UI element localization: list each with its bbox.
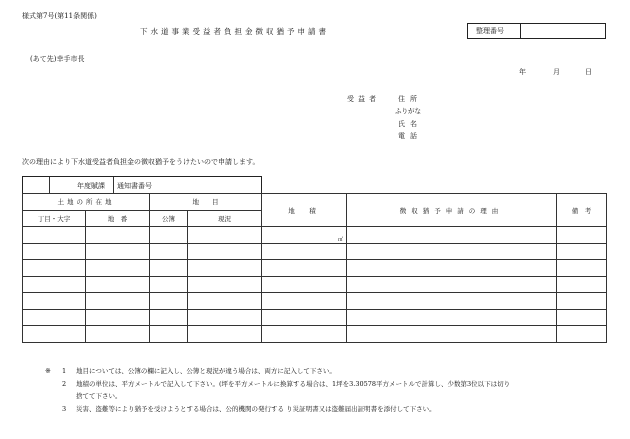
header-official: 公簿 (150, 210, 188, 227)
notes-mark: ※ (45, 367, 51, 375)
cell-lot[interactable] (86, 227, 150, 244)
ref-number-label: 整理番号 (476, 27, 504, 35)
table-row (23, 293, 607, 310)
applicant-phone-label: 電話 (398, 132, 422, 140)
land-table (22, 193, 607, 343)
cell-chome[interactable] (23, 227, 86, 244)
notice-row (22, 176, 262, 194)
date-day: 日 (585, 68, 592, 76)
note-1-text: 地目については、公簿の欄に記入し、公簿と現況が違う場合は、両方に記入して下さい。 (76, 367, 336, 375)
header-location: 土地の所在地 (23, 194, 150, 211)
note-2-number: 2 (62, 380, 67, 388)
date-year: 年 (519, 68, 526, 76)
addressee: (あて先)幸手市長 (30, 55, 85, 63)
form-number: 様式第7号(第11条関係) (22, 12, 97, 20)
date-month: 月 (553, 68, 560, 76)
applicant-address-label: 住所 (398, 95, 422, 103)
header-chome: 丁目・大字 (23, 210, 86, 227)
cell-area[interactable] (262, 227, 347, 244)
table-row (23, 243, 607, 260)
fiscal-year-label: 年度賦課 (77, 182, 105, 190)
table-row (23, 326, 607, 343)
cell-reason[interactable] (347, 227, 557, 244)
cell-official[interactable] (150, 227, 188, 244)
note-3-number: 3 (62, 405, 67, 413)
header-area: 地 積 (262, 194, 347, 227)
table-row (23, 309, 607, 326)
table-row (23, 260, 607, 277)
table-row (23, 276, 607, 293)
header-reason: 徴収猶予申請の理由 (347, 194, 557, 227)
notice-number-label: 通知書番号 (117, 182, 152, 190)
note-3-text: 災害、盗難等により猶予を受けようとする場合は、公的機関の発行する り災証明書又は盗難届出証明書を添付して下さい。 (76, 405, 436, 413)
applicant-name-label: 氏名 (398, 120, 422, 128)
header-remarks: 備 考 (557, 194, 607, 227)
note-2-text-cont: 捨てて下さい。 (76, 392, 122, 400)
header-lot: 地 番 (86, 210, 150, 227)
applicant-role: 受益者 (347, 95, 380, 103)
note-2-text: 地積の単位は、平方メートルで記入して下さい。(坪を平方メートルに換算する場合は、1坪を3.30578平方メートルで計算し、少数第3位以下は切り (76, 380, 511, 388)
area-unit: ㎡ (337, 236, 343, 243)
note-1-number: 1 (62, 367, 67, 375)
ref-number-label-cell (467, 23, 521, 39)
cell-remarks[interactable] (557, 227, 607, 244)
page-title: 下水道事業受益者負担金徴収猶予申請書 (140, 27, 329, 36)
application-statement: 次の理由により下水道受益者負担金の徴収猶予をうけたいので申請します。 (22, 158, 260, 166)
cell-current[interactable] (188, 227, 262, 244)
applicant-furigana-label: ふりがな (395, 107, 421, 115)
header-land-category: 地 目 (150, 194, 262, 211)
header-current: 現況 (188, 210, 262, 227)
ref-number-field[interactable] (520, 23, 606, 39)
table-row (23, 227, 607, 244)
